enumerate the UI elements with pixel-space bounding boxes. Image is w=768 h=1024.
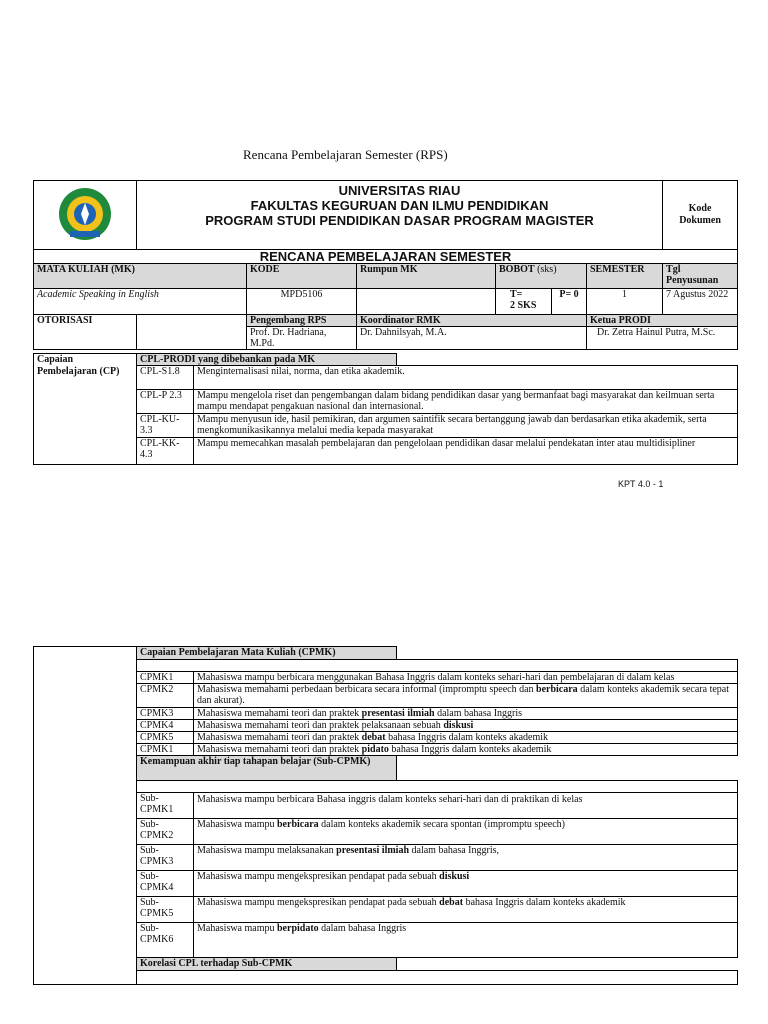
bobot-unit: (sks) [537,264,557,275]
cpmk-text: Mahasiswa memahami teori dan praktek pelaksanaan sebuah [197,720,444,731]
university-name: UNIVERSITAS RIAU [338,183,461,198]
subcpmk-text-post: bahasa Inggris dalam konteks akademik [463,897,626,908]
rps-header-table [33,180,738,350]
kode-dokumen-label-2: Dokumen [679,215,721,226]
cpl-code: CPL-KK-4.3 [137,438,194,465]
rumpun-value [357,289,496,315]
cpmk-text-post: dalam bahasa Inggris [434,708,523,719]
ketua-header: Ketua PRODI [587,315,738,327]
cpl-code: CPL-S1.8 [137,366,194,390]
subcpmk-code: Sub-CPMK3 [137,845,194,871]
subcpmk-bold: berpidato [277,923,319,934]
koordinator-value: Dr. Dahnilsyah, M.A. [357,327,587,350]
subcpmk-text: Mahasiswa mampu mengekspresikan pendapat pada sebuah [197,897,440,908]
kode-value: MPD5106 [247,289,357,315]
program-name: PROGRAM STUDI PENDIDIKAN DASAR PROGRAM MAGISTER [205,213,594,228]
otorisasi-label: OTORISASI [34,315,137,350]
cpmk-bold: pidato [361,744,389,755]
cpmk-text: Mahasiswa memahami teori dan praktek [197,732,362,743]
subcpmk-text: Mahasiswa mampu melaksanakan [197,845,337,856]
subcpmk-code: Sub-CPMK6 [137,923,194,958]
p-value: P= 0 [552,289,587,315]
subcpmk-text: Mahasiswa mampu [197,819,277,830]
subcpmk-code: Sub-CPMK1 [137,793,194,819]
cp-table [33,353,738,465]
university-logo-icon [50,185,120,243]
subcpmk-header: Kemampuan akhir tiap tahapan belajar (Sub-CPMK) [137,756,397,781]
subcpmk-bold: diskusi [439,871,470,882]
subcpmk-text: Mahasiswa mampu mengekspresikan pendapat pada sebuah [197,871,440,882]
subcpmk-code: Sub-CPMK5 [137,897,194,923]
footer-code: KPT 4.0 - 1 [618,479,664,489]
semester-header: SEMESTER [587,264,663,289]
subcpmk-text-post: dalam bahasa Inggris [318,923,407,934]
cpmk-bold: diskusi [443,720,474,731]
cpl-text: Menginternalisasi nilai, norma, dan etika akademik. [194,366,738,390]
subcpmk-text: Mahasiswa mampu berbicara Bahasa inggris dalam konteks sehari-hari dan di praktikan di kelas [197,794,583,805]
t-label: T= [510,289,523,300]
cpmk-code: CPMK2 [137,684,194,708]
cpmk-text: Mahasiswa memahami perbedaan berbicara secara informal (impromptu speech dan [197,684,537,695]
cpmk-text: Mahasiswa memahami teori dan praktek [197,708,362,719]
cpmk-text-post: bahasa Inggris dalam konteks akademik [385,732,549,743]
cpmk-code: CPMK3 [137,708,194,720]
cpl-code: CPL-KU-3.3 [137,414,194,438]
cpmk-text-post: dalam konteks akademik secara tepat dan akurat). [197,684,730,706]
ketua-value: Dr. Zetra Hainul Putra, M.Sc. [587,327,738,350]
left-blank-cell [34,647,137,985]
cp-label: Capaian Pembelajaran (CP) [34,354,137,465]
tgl-header: Tgl Penyusunan [663,264,738,289]
kode-header: KODE [247,264,357,289]
kode-dokumen-label-1: Kode [688,203,712,214]
korelasi-header: Korelasi CPL terhadap Sub-CPMK [137,958,397,971]
subcpmk-text-post: dalam konteks akademik secara spontan (impromptu speech) [318,819,565,830]
subcpmk-code: Sub-CPMK2 [137,819,194,845]
subcpmk-bold: berbicara [277,819,319,830]
cpmk-code: CPMK5 [137,732,194,744]
subcpmk-bold: presentasi ilmiah [336,845,410,856]
faculty-name: FAKULTAS KEGURUAN DAN ILMU PENDIDIKAN [250,198,549,213]
cpl-text: Mampu mengelola riset dan pengembangan dalam bidang pendidikan dasar yang bermanfaat bagi masyarakat dan keilmuan serta mampu mendapat pengakuan nasional dan internasional. [194,390,738,414]
cpmk-code: CPMK1 [137,672,194,684]
cpl-text: Mampu memecahkan masalah pembelajaran dan pengelolaan pendidikan dasar melalui pendekatan inter atau multidisipliner [194,438,738,465]
rps-title: RENCANA PEMBELAJARAN SEMESTER [34,250,738,264]
rumpun-header: Rumpun MK [357,264,496,289]
subcpmk-code: Sub-CPMK4 [137,871,194,897]
page-title: Rencana Pembelajaran Semester (RPS) [243,147,448,162]
cpl-prodi-header: CPL-PRODI yang dibebankan pada MK [137,354,397,366]
cpl-text: Mampu menyusun ide, hasil pemikiran, dan argumen saintifik secara bertanggung jawab dan berdasarkan etika akademik, serta mengkomunikasikannya melalui media kepada masyarakat [194,414,738,438]
cpmk-bold: berbicara [536,684,578,695]
cpmk-text-post: bahasa Inggris dalam konteks akademik [388,744,552,755]
cpmk-text: Mahasiswa mampu berbicara menggunakan Bahasa Inggris dalam konteks sehari-hari dan pembelajaran di dalam kelas [197,672,675,683]
cpl-code: CPL-P 2.3 [137,390,194,414]
mk-header: MATA KULIAH (MK) [34,264,247,289]
tgl-value: 7 Agustus 2022 [663,289,738,315]
cpmk-code: CPMK4 [137,720,194,732]
pengembang-value: Prof. Dr. Hadriana, M.Pd. [247,327,357,350]
pengembang-header: Pengembang RPS [247,315,357,327]
subcpmk-text-post: dalam bahasa Inggris, [409,845,500,856]
cpmk-text: Mahasiswa memahami teori dan praktek [197,744,362,755]
subcpmk-text: Mahasiswa mampu [197,923,277,934]
subcpmk-bold: debat [439,897,464,908]
cpmk-table [33,646,738,985]
cpmk-bold: presentasi ilmiah [361,708,435,719]
semester-value: 1 [587,289,663,315]
koordinator-header: Koordinator RMK [357,315,587,327]
t-value: 2 SKS [510,300,537,311]
mk-name: Academic Speaking in English [34,289,247,315]
bobot-header: BOBOT [499,264,535,275]
cpmk-header: Capaian Pembelajaran Mata Kuliah (CPMK) [137,647,397,660]
cpmk-bold: debat [361,732,386,743]
logo-cell [34,181,137,250]
cpmk-code: CPMK1 [137,744,194,756]
